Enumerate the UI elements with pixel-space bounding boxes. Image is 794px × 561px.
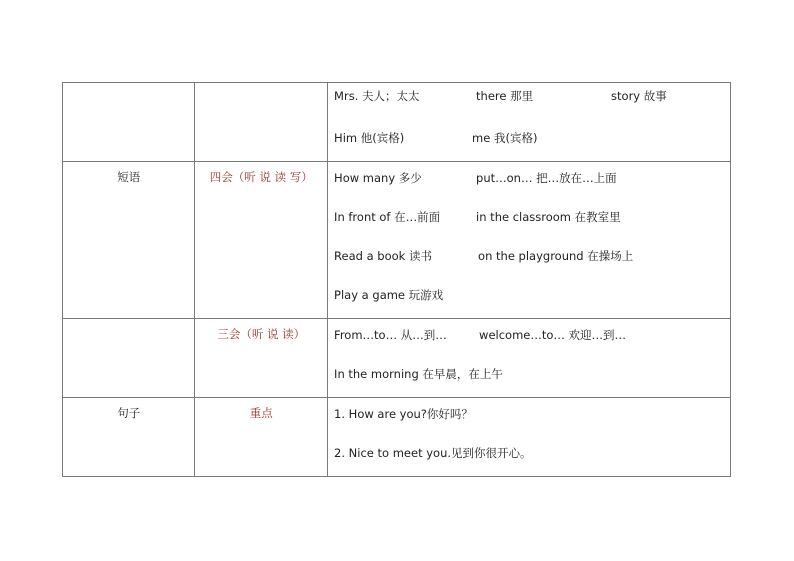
entry: 2. Nice to meet you.见到你很开心。 [334,446,532,460]
category-label [63,83,194,89]
entry: put…on… 把…放在…上面 [476,171,617,185]
content-line [334,122,730,161]
content-cell [328,162,731,319]
content-line [334,201,730,240]
level-cell [195,398,328,477]
category-label [63,319,194,325]
category-label: 短语 [117,170,141,184]
content-line [334,398,730,437]
level-cell [195,162,328,319]
level-label: 重点 [249,406,273,420]
entry: In front of 在…前面 [334,210,441,224]
vocabulary-table [62,82,731,477]
entry: story 故事 [611,89,667,103]
content-line [334,83,730,122]
entry: Mrs. 夫人；太太 [334,89,420,103]
level-label [195,83,327,89]
content-line [334,240,730,279]
entry: Play a game 玩游戏 [334,288,444,302]
entry: How many 多少 [334,171,422,185]
entry: in the classroom 在教室里 [476,210,621,224]
entry: on the playground 在操场上 [478,249,634,263]
entry: Him 他(宾格) [334,131,405,145]
content-cell [328,319,731,398]
content-line [334,319,730,358]
level-cell [195,83,328,162]
content-line [334,162,730,201]
entry: there 那里 [476,89,534,103]
entry: 1. How are you?你好吗？ [334,407,473,421]
table-row [63,398,731,477]
entry: welcome…to… 欢迎…到… [479,328,627,342]
category-cell [63,162,195,319]
table-row [63,83,731,162]
content-line [334,358,730,397]
content-cell [328,83,731,162]
entry: Read a book 读书 [334,249,432,263]
level-label: 四会（听 说 读 写） [209,170,313,184]
table-row [63,319,731,398]
category-cell [63,398,195,477]
table-row [63,162,731,319]
category-cell [63,319,195,398]
content-cell [328,398,731,477]
level-label: 三会（听 说 读） [217,327,306,341]
entry: In the morning 在早晨，在上午 [334,367,503,381]
entry: me 我(宾格) [472,131,538,145]
category-label: 句子 [117,406,141,420]
entry: From…to… 从…到… [334,328,447,342]
level-cell [195,319,328,398]
content-line [334,437,730,476]
category-cell [63,83,195,162]
content-line [334,279,730,318]
